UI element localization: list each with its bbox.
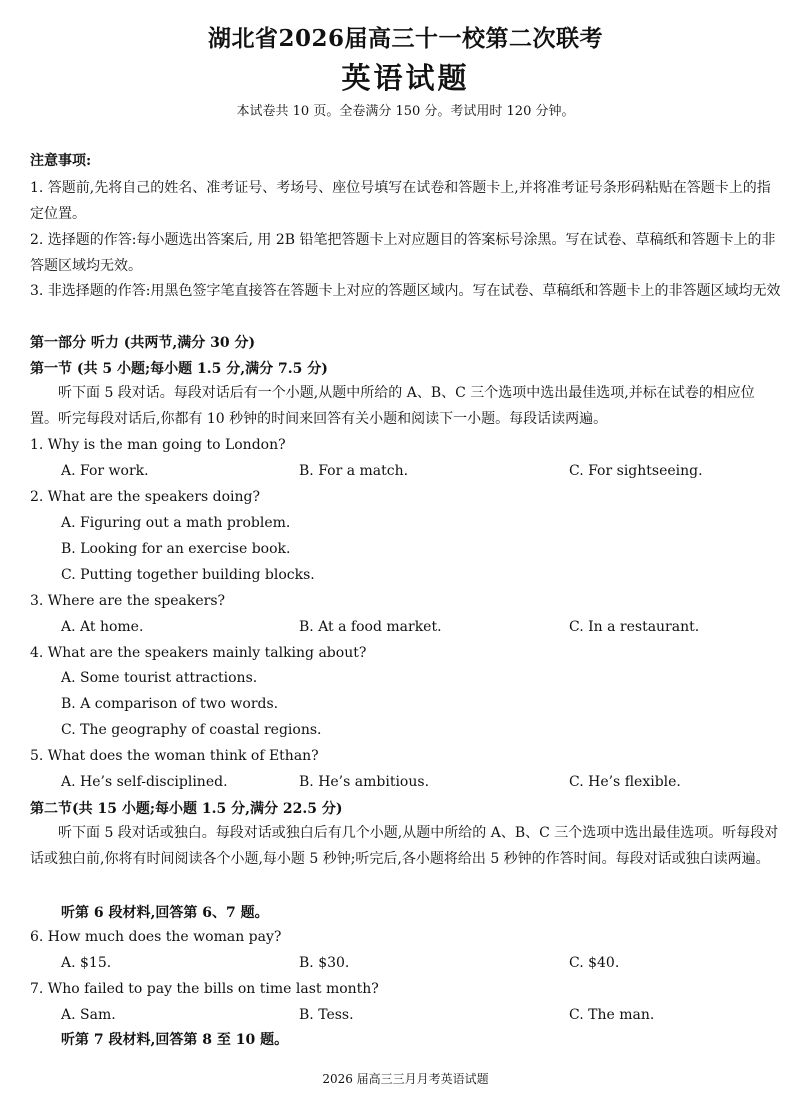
question-5: 5. What does the woman think of Ethan? bbox=[30, 748, 319, 764]
q7-option-c: C. The man. bbox=[569, 1007, 655, 1023]
q5-option-b: B. He’s ambitious. bbox=[299, 774, 430, 790]
page-footer: 2026 届高三三月月考英语试题 bbox=[322, 1072, 489, 1086]
material-7-note: 听第 7 段材料,回答第 8 至 10 题。 bbox=[61, 1032, 289, 1048]
q5-option-c: C. He’s flexible. bbox=[569, 774, 681, 790]
q3-option-b: B. At a food market. bbox=[299, 619, 442, 635]
question-2: 2. What are the speakers doing? bbox=[30, 489, 261, 505]
part1-heading: 第一部分 听力 (共两节,满分 30 分) bbox=[30, 335, 256, 351]
question-4: 4. What are the speakers mainly talking about? bbox=[30, 645, 367, 661]
notice-heading: 注意事项: bbox=[30, 153, 92, 169]
question-7: 7. Who failed to pay the bills on time last month? bbox=[30, 981, 379, 997]
q4-option-a: A. Some tourist attractions. bbox=[61, 670, 258, 686]
q6-option-a: A. $15. bbox=[61, 955, 112, 971]
section1-instructions: 听下面 5 段对话。每段对话后有一个小题,从题中所给的 A、B、C 三个选项中选出最佳选项,并标在试卷的相应位置。听完每段对话后,你都有 10 秒钟的时间来回答有关小题和阅读下一小题。每段话读两遍。 bbox=[30, 385, 755, 427]
q4-option-c: C. The geography of coastal regions. bbox=[61, 722, 322, 738]
q1-option-c: C. For sightseeing. bbox=[569, 463, 703, 479]
question-3: 3. Where are the speakers? bbox=[30, 593, 226, 609]
question-6: 6. How much does the woman pay? bbox=[30, 929, 282, 945]
q6-option-b: B. $30. bbox=[299, 955, 350, 971]
q7-option-b: B. Tess. bbox=[299, 1007, 354, 1023]
q3-option-a: A. At home. bbox=[61, 619, 144, 635]
notice-item-3: 3. 非选择题的作答:用黑色签字笔直接答在答题卡上对应的答题区域内。写在试卷、草稿纸和答题卡上的非答题区域均无效 bbox=[30, 283, 781, 299]
exam-note: 本试卷共 10 页。全卷满分 150 分。考试用时 120 分钟。 bbox=[236, 104, 575, 119]
section2-heading: 第二节(共 15 小题;每小题 1.5 分,满分 22.5 分) bbox=[30, 801, 343, 817]
q5-option-a: A. He’s self-disciplined. bbox=[61, 774, 228, 790]
subject-title: 英语试题 bbox=[341, 61, 470, 95]
question-1: 1. Why is the man going to London? bbox=[30, 437, 286, 453]
q4-option-b: B. A comparison of two words. bbox=[61, 696, 279, 712]
notice-item-1: 1. 答题前,先将自己的姓名、准考证号、考场号、座位号填写在试卷和答题卡上,并将准考证号条形码粘贴在答题卡上的指定位置。 bbox=[30, 180, 771, 222]
q3-option-c: C. In a restaurant. bbox=[569, 619, 700, 635]
material-6-note: 听第 6 段材料,回答第 6、7 题。 bbox=[61, 905, 269, 921]
section1-heading: 第一节 (共 5 小题;每小题 1.5 分,满分 7.5 分) bbox=[30, 361, 328, 377]
q2-option-b: B. Looking for an exercise book. bbox=[61, 541, 291, 557]
q2-option-a: A. Figuring out a math problem. bbox=[61, 515, 291, 531]
section2-instructions: 听下面 5 段对话或独白。每段对话或独白后有几个小题,从题中所给的 A、B、C 三个选项中选出最佳选项。听每段对话或独白前,你将有时间阅读各个小题,每小题 5 秒钟;听完后,各小题将给出 5 秒钟的作答时间。每段对话或独白读两遍。 bbox=[30, 825, 779, 867]
q1-option-a: A. For work. bbox=[61, 463, 149, 479]
q1-option-b: B. For a match. bbox=[299, 463, 409, 479]
q2-option-c: C. Putting together building blocks. bbox=[61, 567, 315, 583]
exam-title: 湖北省2026届高三十一校第二次联考 bbox=[207, 25, 603, 52]
notice-item-2: 2. 选择题的作答:每小题选出答案后, 用 2B 铅笔把答题卡上对应题目的答案标号涂黑。写在试卷、草稿纸和答题卡上的非答题区域均无效。 bbox=[30, 232, 776, 274]
q6-option-c: C. $40. bbox=[569, 955, 620, 971]
q7-option-a: A. Sam. bbox=[61, 1007, 116, 1023]
